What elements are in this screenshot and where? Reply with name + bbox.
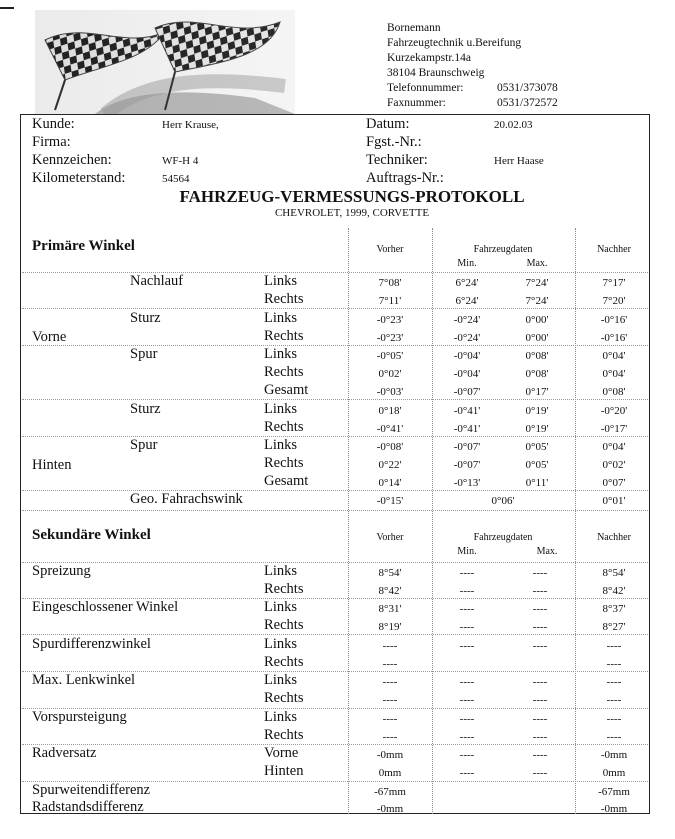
row-side: Links xyxy=(264,310,298,326)
col-divider xyxy=(575,228,576,814)
cell-min: ---- xyxy=(459,567,475,579)
cell-max: 0°19' xyxy=(525,423,549,435)
cell-max: ---- xyxy=(532,621,548,633)
row-param: Radversatz xyxy=(32,745,97,761)
cell-vorher: -0°23' xyxy=(376,314,404,326)
cell-nachher: ---- xyxy=(606,694,622,706)
cell-vorher: 8°42' xyxy=(378,585,402,597)
row-side: Links xyxy=(264,437,298,453)
cell-min: -0°41' xyxy=(453,423,481,435)
cell-max: ---- xyxy=(532,731,548,743)
row-divider xyxy=(22,781,648,782)
cell-max: ---- xyxy=(532,640,548,652)
row-side: Rechts xyxy=(264,455,304,471)
row-side: Rechts xyxy=(264,291,304,307)
cell-max: 0°00' xyxy=(525,314,549,326)
company-name: Bornemann xyxy=(387,22,441,34)
cell-vorher: 8°19' xyxy=(378,621,402,633)
cell-vorher: 0°02' xyxy=(378,368,402,380)
row-divider xyxy=(22,345,648,346)
km-label: Kilometerstand: xyxy=(32,170,126,186)
company-line: Fahrzeugtechnik u.Bereifung xyxy=(387,37,522,49)
primary-col-nachher: Nachher xyxy=(597,244,631,255)
kunde-label: Kunde: xyxy=(32,116,75,132)
row-param: Eingeschlossener Winkel xyxy=(32,599,179,615)
row-param: Radstandsdifferenz xyxy=(32,799,144,815)
cell-vorher: ---- xyxy=(382,640,398,652)
row-side: Links xyxy=(264,563,298,579)
row-divider xyxy=(22,744,648,745)
row-divider xyxy=(22,308,648,309)
cell-nachher: 0°04' xyxy=(602,350,626,362)
row-divider xyxy=(22,671,648,672)
cell-nachher: -0mm xyxy=(600,749,628,761)
cell-vorher: 8°54' xyxy=(378,567,402,579)
cell-vorher: -0mm xyxy=(376,803,404,815)
phone-label: Telefonnummer: xyxy=(387,82,464,94)
checkered-flag-logo xyxy=(35,10,295,114)
cell-nachher: 8°27' xyxy=(602,621,626,633)
cell-nachher: 0°07' xyxy=(602,477,626,489)
row-param: Vorspursteigung xyxy=(32,709,127,725)
row-side: Links xyxy=(264,273,298,289)
cell-min: -0°24' xyxy=(453,332,481,344)
col-divider xyxy=(432,228,433,814)
row-side: Rechts xyxy=(264,654,304,670)
techniker-label: Techniker: xyxy=(366,152,428,168)
row-side: Links xyxy=(264,346,298,362)
cell-nachher: -0°16' xyxy=(600,314,628,326)
cell-nachher: 0°02' xyxy=(602,459,626,471)
row-divider xyxy=(22,708,648,709)
cell-max: ---- xyxy=(532,567,548,579)
cell-nachher: 0°08' xyxy=(602,386,626,398)
kunde-value: Herr Krause, xyxy=(162,119,219,131)
cell-nachher: ---- xyxy=(606,731,622,743)
cell-max: 7°24' xyxy=(525,277,549,289)
row-side: Vorne xyxy=(264,745,299,761)
row-param: Sturz xyxy=(130,401,161,417)
cell-vorher: 7°11' xyxy=(378,295,402,307)
row-param: Spur xyxy=(130,346,158,362)
phone-number: 0531/373078 xyxy=(497,82,558,94)
cell-vorher: 0°22' xyxy=(378,459,402,471)
cell-min: ---- xyxy=(459,694,475,706)
cell-min: -0°07' xyxy=(453,386,481,398)
cell-nachher: 8°54' xyxy=(602,567,626,579)
row-divider xyxy=(22,598,648,599)
cell-nachher: ---- xyxy=(606,640,622,652)
secondary-heading: Sekundäre Winkel xyxy=(32,527,151,543)
primary-col-min: Min. xyxy=(457,258,477,269)
cell-vorher: ---- xyxy=(382,694,398,706)
cell-nachher: -0°16' xyxy=(600,332,628,344)
cell-min: ---- xyxy=(459,676,475,688)
cell-min: ---- xyxy=(459,585,475,597)
cell-vorher: ---- xyxy=(382,676,398,688)
row-param: Spurweitendifferenz xyxy=(32,782,151,798)
row-divider xyxy=(22,436,648,437)
row-side: Hinten xyxy=(264,763,304,779)
primary-col-vorher: Vorher xyxy=(376,244,404,255)
cell-min: ---- xyxy=(459,713,475,725)
cell-min: -0°41' xyxy=(453,405,481,417)
cell-vorher: 0°18' xyxy=(378,405,402,417)
kennzeichen-value: WF-H 4 xyxy=(162,155,199,167)
cell-min: -0°04' xyxy=(453,350,481,362)
cell-min: ---- xyxy=(459,603,475,615)
auftrag-label: Auftrags-Nr.: xyxy=(366,170,444,186)
cell-max: 7°24' xyxy=(525,295,549,307)
row-param: Sturz xyxy=(130,310,161,326)
kennzeichen-label: Kennzeichen: xyxy=(32,152,112,168)
fax-label: Faxnummer: xyxy=(387,97,446,109)
cell-nachher: 0°04' xyxy=(602,368,626,380)
geo-target: 0°06' xyxy=(491,495,515,507)
row-side: Rechts xyxy=(264,690,304,706)
vehicle-line: CHEVROLET, 1999, CORVETTE xyxy=(274,207,430,219)
row-side: Rechts xyxy=(264,727,304,743)
row-side: Rechts xyxy=(264,328,304,344)
cell-max: ---- xyxy=(532,767,548,779)
cell-max: ---- xyxy=(532,749,548,761)
row-side: Links xyxy=(264,636,298,652)
secondary-col-min: Min. xyxy=(457,546,477,557)
cell-vorher: -0°23' xyxy=(376,332,404,344)
cell-nachher: ---- xyxy=(606,713,622,725)
cell-max: 0°05' xyxy=(525,441,549,453)
row-side: Gesamt xyxy=(264,473,309,489)
cell-max: ---- xyxy=(532,585,548,597)
row-divider xyxy=(22,490,648,491)
cell-nachher: -0mm xyxy=(600,803,628,815)
primary-col-max: Max. xyxy=(526,258,548,269)
cell-min: ---- xyxy=(459,640,475,652)
cell-min: 6°24' xyxy=(455,277,479,289)
secondary-col-nachher: Nachher xyxy=(597,532,631,543)
cell-nachher: ---- xyxy=(606,658,622,670)
cell-nachher: 8°37' xyxy=(602,603,626,615)
cell-min: ---- xyxy=(459,767,475,779)
row-divider xyxy=(22,510,648,511)
secondary-col-vorher: Vorher xyxy=(376,532,404,543)
row-side: Rechts xyxy=(264,364,304,380)
cell-vorher: 7°08' xyxy=(378,277,402,289)
cell-vorher: ---- xyxy=(382,731,398,743)
cell-nachher: 0°04' xyxy=(602,441,626,453)
cell-min: -0°07' xyxy=(453,459,481,471)
geo-vorher: -0°15' xyxy=(376,495,404,507)
cell-nachher: 7°20' xyxy=(602,295,626,307)
row-divider xyxy=(22,399,648,400)
row-side: Links xyxy=(264,401,298,417)
cell-min: 6°24' xyxy=(455,295,479,307)
row-divider xyxy=(22,562,648,563)
cell-max: ---- xyxy=(532,713,548,725)
cell-max: 0°00' xyxy=(525,332,549,344)
datum-label: Datum: xyxy=(366,116,410,132)
cell-min: ---- xyxy=(459,749,475,761)
cell-vorher: -0°41' xyxy=(376,423,404,435)
row-param: Max. Lenkwinkel xyxy=(32,672,136,688)
datum-value: 20.02.03 xyxy=(494,119,533,131)
cell-min: -0°13' xyxy=(453,477,481,489)
page-title: FAHRZEUG-VERMESSUNGS-PROTOKOLL xyxy=(179,187,525,206)
cell-min: ---- xyxy=(459,621,475,633)
cell-max: 0°08' xyxy=(525,350,549,362)
cell-vorher: -0°03' xyxy=(376,386,404,398)
row-side: Rechts xyxy=(264,419,304,435)
corner-mark xyxy=(0,7,14,9)
cell-nachher: -67mm xyxy=(598,786,630,798)
secondary-col-fahrzeugdaten: Fahrzeugdaten xyxy=(473,532,533,543)
cell-max: 0°19' xyxy=(525,405,549,417)
cell-max: ---- xyxy=(532,694,548,706)
cell-nachher: 0mm xyxy=(602,767,626,779)
cell-vorher: ---- xyxy=(382,713,398,725)
geo-nachher: 0°01' xyxy=(602,495,626,507)
cell-nachher: ---- xyxy=(606,676,622,688)
cell-vorher: -67mm xyxy=(374,786,406,798)
group-vorne: Vorne xyxy=(32,329,67,345)
fax-number: 0531/372572 xyxy=(497,97,558,109)
cell-min: -0°07' xyxy=(453,441,481,453)
cell-vorher: ---- xyxy=(382,658,398,670)
group-hinten: Hinten xyxy=(32,457,72,473)
km-value: 54564 xyxy=(162,173,190,185)
row-side: Links xyxy=(264,709,298,725)
row-side: Rechts xyxy=(264,581,304,597)
row-side: Gesamt xyxy=(264,382,309,398)
cell-max: ---- xyxy=(532,676,548,688)
geo-label: Geo. Fahrachswink xyxy=(130,491,243,507)
cell-vorher: 8°31' xyxy=(378,603,402,615)
cell-min: -0°04' xyxy=(453,368,481,380)
row-divider xyxy=(22,272,648,273)
cell-max: 0°05' xyxy=(525,459,549,471)
cell-vorher: -0°05' xyxy=(376,350,404,362)
company-street: Kurzekampstr.14a xyxy=(387,52,471,64)
row-param: Spreizung xyxy=(32,563,91,579)
cell-max: 0°17' xyxy=(525,386,549,398)
cell-vorher: 0mm xyxy=(378,767,402,779)
cell-nachher: 8°42' xyxy=(602,585,626,597)
row-param: Nachlauf xyxy=(130,273,184,289)
cell-vorher: -0°08' xyxy=(376,441,404,453)
fgst-label: Fgst.-Nr.: xyxy=(366,134,422,150)
cell-min: ---- xyxy=(459,731,475,743)
cell-vorher: 0°14' xyxy=(378,477,402,489)
cell-vorher: -0mm xyxy=(376,749,404,761)
row-param: Spur xyxy=(130,437,158,453)
cell-max: 0°11' xyxy=(525,477,549,489)
row-side: Links xyxy=(264,599,298,615)
row-side: Links xyxy=(264,672,298,688)
cell-nachher: -0°17' xyxy=(600,423,628,435)
cell-max: ---- xyxy=(532,603,548,615)
firma-label: Firma: xyxy=(32,134,71,150)
cell-max: 0°08' xyxy=(525,368,549,380)
cell-nachher: -0°20' xyxy=(600,405,628,417)
techniker-value: Herr Haase xyxy=(494,155,544,167)
primary-col-fahrzeugdaten: Fahrzeugdaten xyxy=(473,244,533,255)
secondary-col-max: Max. xyxy=(536,546,558,557)
cell-nachher: 7°17' xyxy=(602,277,626,289)
row-param: Spurdifferenzwinkel xyxy=(32,636,151,652)
row-divider xyxy=(22,634,648,635)
col-divider xyxy=(348,228,349,814)
primary-heading: Primäre Winkel xyxy=(32,238,135,254)
cell-min: -0°24' xyxy=(453,314,481,326)
row-side: Rechts xyxy=(264,617,304,633)
company-city: 38104 Braunschweig xyxy=(387,67,485,79)
